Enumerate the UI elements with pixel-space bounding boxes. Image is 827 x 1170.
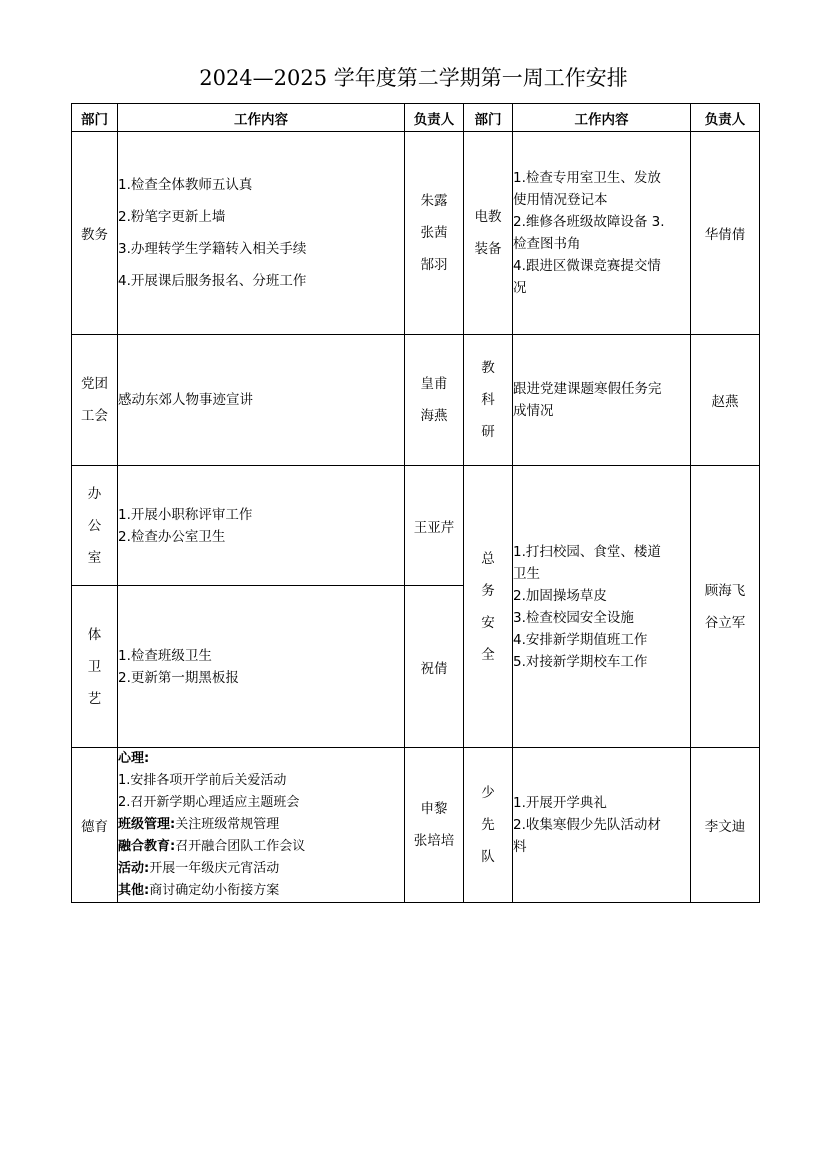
header-owner-2: 负责人	[691, 104, 760, 132]
owner-cell	[691, 466, 760, 748]
item-label: 其他:	[118, 883, 150, 898]
dept-label: 安	[481, 614, 495, 631]
task-item: 2.粉笔字更新上墙	[118, 209, 226, 225]
task-item: 料	[513, 839, 527, 855]
item-label: 活动:	[118, 861, 150, 876]
item-label: 班级管理:	[118, 817, 176, 832]
task-item: 2.召开新学期心理适应主题班会	[118, 795, 300, 810]
table-row	[72, 132, 760, 335]
content-cell	[118, 586, 405, 748]
content-cell	[118, 335, 405, 466]
dept-cell	[72, 132, 118, 335]
task-item: 成情况	[513, 403, 554, 419]
owner-name: 海燕	[420, 408, 448, 424]
dept-label: 总	[481, 550, 495, 567]
dept-cell	[72, 466, 118, 586]
dept-label: 办	[87, 485, 102, 502]
dept-cell	[72, 335, 118, 466]
owner-name: 皇甫	[420, 376, 448, 392]
owner-name: 郜羽	[420, 257, 448, 273]
dept-label: 电教	[474, 209, 502, 225]
dept-label: 室	[87, 549, 102, 566]
task-item: 3.办理转学生学籍转入相关手续	[118, 241, 307, 257]
owner-cell	[405, 586, 464, 748]
task-item: 1.安排各项开学前后关爱活动	[118, 773, 287, 788]
dept-cell	[464, 466, 513, 748]
task-item: 1.开展小职称评审工作	[118, 506, 253, 523]
dept-label: 卫	[87, 658, 102, 675]
task-item: 2.更新第一期黑板报	[118, 669, 239, 686]
task-item: 感动东郊人物事迹宣讲	[118, 392, 253, 408]
owner-cell	[405, 748, 464, 903]
dept-label: 科	[481, 392, 495, 408]
dept-label: 先	[481, 817, 495, 833]
task-item: 卫生	[513, 565, 540, 582]
task-item: 5.对接新学期校车工作	[513, 653, 648, 670]
item-text: 开展一年级庆元宵活动	[149, 861, 280, 876]
dept-label: 党团	[81, 376, 108, 392]
task-item: 1.检查全体教师五认真	[118, 177, 253, 193]
owner-name: 张培培	[413, 833, 455, 849]
content-cell	[118, 466, 405, 586]
task-item: 2.维修各班级故障设备 3.	[513, 214, 665, 230]
item-text: 关注班级常规管理	[175, 817, 280, 832]
task-item: 1.检查专用室卫生、发放	[513, 170, 661, 186]
dept-label: 艺	[87, 690, 102, 707]
header-owner: 负责人	[405, 104, 464, 132]
task-item: 1.检查班级卫生	[118, 647, 212, 664]
dept-label: 德育	[81, 819, 108, 835]
header-content: 工作内容	[118, 104, 405, 132]
task-item: 4.安排新学期值班工作	[513, 631, 648, 648]
dept-label: 研	[481, 424, 495, 440]
dept-label: 全	[481, 646, 495, 663]
labeled-item	[118, 858, 404, 880]
dept-label: 队	[481, 849, 495, 865]
dept-label: 少	[481, 785, 495, 801]
labeled-item	[118, 814, 404, 836]
dept-cell	[464, 748, 513, 903]
task-item: 1.打扫校园、食堂、楼道	[513, 543, 661, 560]
owner-name: 华倩倩	[704, 227, 746, 243]
dept-label: 体	[87, 626, 102, 643]
owner-name: 朱露	[420, 193, 448, 209]
owner-cell	[691, 335, 760, 466]
item-text: 召开融合团队工作会议	[175, 839, 306, 854]
owner-cell	[691, 748, 760, 903]
task-item: 1.开展开学典礼	[513, 795, 607, 811]
dept-label: 工会	[81, 408, 108, 424]
header-content-2: 工作内容	[513, 104, 691, 132]
content-cell	[513, 748, 691, 903]
owner-cell	[405, 335, 464, 466]
owner-cell	[691, 132, 760, 335]
content-cell	[118, 748, 405, 903]
content-cell	[513, 335, 691, 466]
task-item: 2.检查办公室卫生	[118, 528, 226, 545]
page-title: 2024—2025 学年度第二学期第一周工作安排	[199, 66, 628, 90]
owner-name: 张茜	[420, 225, 448, 241]
dept-label: 教	[481, 360, 495, 376]
dept-cell	[464, 335, 513, 466]
dept-label: 教务	[81, 227, 108, 243]
task-item: 4.开展课后服务报名、分班工作	[118, 273, 307, 289]
owner-cell	[405, 466, 464, 586]
dept-cell	[72, 586, 118, 748]
task-item: 4.跟进区微课竞赛提交情	[513, 258, 661, 274]
task-item: 使用情况登记本	[513, 192, 608, 208]
owner-name: 顾海飞	[704, 582, 746, 599]
content-cell	[118, 132, 405, 335]
task-item: 跟进党建课题寒假任务完	[513, 381, 662, 397]
owner-name: 谷立军	[704, 614, 746, 631]
dept-cell	[464, 132, 513, 335]
owner-name: 祝倩	[420, 660, 448, 677]
labeled-item	[118, 880, 404, 902]
owner-cell	[405, 132, 464, 335]
section-heading: 心理:	[118, 751, 150, 766]
header-row	[72, 104, 760, 132]
header-dept-2: 部门	[464, 104, 513, 132]
table-row	[72, 335, 760, 466]
header-dept: 部门	[72, 104, 118, 132]
owner-name: 王亚芹	[413, 520, 455, 536]
item-text: 商讨确定幼小衔接方案	[149, 883, 280, 898]
dept-label: 装备	[474, 241, 502, 257]
item-label: 融合教育:	[118, 839, 176, 854]
owner-name: 申黎	[420, 801, 448, 817]
task-item: 况	[513, 280, 527, 296]
table-row	[72, 466, 760, 586]
dept-cell	[72, 748, 118, 903]
labeled-item	[118, 836, 404, 858]
content-cell	[513, 466, 691, 748]
dept-label: 务	[481, 582, 495, 599]
dept-label: 公	[87, 517, 102, 534]
content-cell	[513, 132, 691, 335]
task-item: 3.检查校园安全设施	[513, 609, 634, 626]
owner-name: 赵燕	[711, 394, 739, 410]
task-item: 2.收集寒假少先队活动材	[513, 817, 661, 833]
task-item: 检查图书角	[513, 236, 581, 252]
task-item: 2.加固操场草皮	[513, 587, 607, 604]
table-row	[72, 748, 760, 903]
owner-name: 李文迪	[704, 819, 746, 835]
schedule-table	[71, 103, 760, 903]
